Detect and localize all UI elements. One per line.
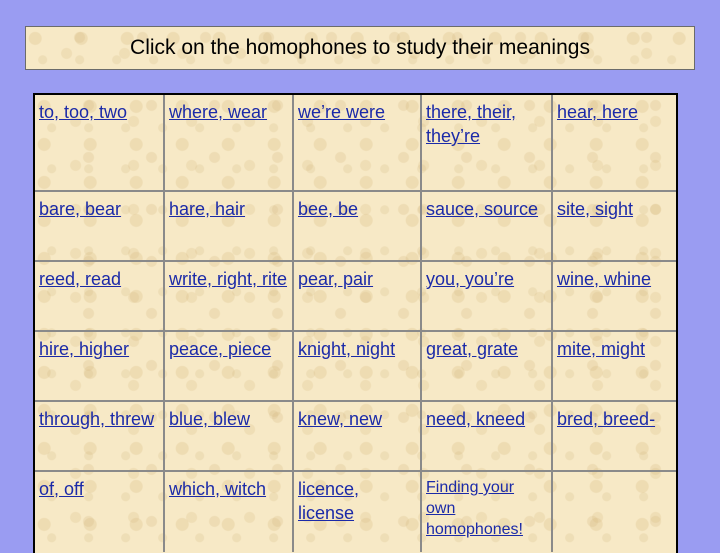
table-cell — [35, 332, 165, 402]
homophone-link-where-wear[interactable]: where, wear — [169, 102, 268, 122]
homophone-link-peace-piece[interactable]: peace, piece — [169, 339, 272, 359]
homophone-link-wine-whine[interactable]: wine, whine — [557, 269, 652, 289]
homophone-link-of-off[interactable]: of, off — [39, 479, 84, 499]
title-banner — [25, 26, 695, 70]
page-title: Click on the homophones to study their meanings — [130, 36, 590, 59]
homophone-link-knew-new[interactable]: knew, new — [298, 409, 383, 429]
homophone-link-pear-pair[interactable]: pear, pair — [298, 269, 374, 289]
empty-cell — [553, 472, 676, 552]
table-cell — [422, 262, 553, 332]
table-cell — [422, 402, 553, 472]
table-cell — [165, 472, 294, 552]
homophone-link-were-were[interactable]: we’re were — [298, 102, 386, 122]
table-cell — [294, 262, 422, 332]
table-cell — [553, 95, 676, 192]
table-cell — [553, 262, 676, 332]
table-cell — [553, 402, 676, 472]
homophone-link-write-right-rite[interactable]: write, right, rite — [169, 269, 288, 289]
homophone-link-licence-license[interactable]: licence, license — [298, 479, 360, 523]
homophone-link-hear-here[interactable]: hear, here — [557, 102, 639, 122]
table-cell — [422, 332, 553, 402]
table-cell — [294, 472, 422, 552]
homophones-table — [33, 93, 678, 553]
homophone-link-which-witch[interactable]: which, witch — [169, 479, 267, 499]
table-cell — [294, 332, 422, 402]
homophone-link-blue-blew[interactable]: blue, blew — [169, 409, 251, 429]
table-cell — [35, 192, 165, 262]
table-cell — [422, 192, 553, 262]
homophone-link-sauce-source[interactable]: sauce, source — [426, 199, 539, 219]
table-cell — [422, 472, 553, 552]
table-cell — [35, 95, 165, 192]
table-cell — [165, 95, 294, 192]
finding-homophones-link[interactable]: Finding your own homophones! — [426, 479, 523, 538]
homophone-link-to-too-two[interactable]: to, too, two — [39, 102, 128, 122]
table-cell — [165, 192, 294, 262]
homophone-link-through-threw[interactable]: through, threw — [39, 409, 155, 429]
homophone-link-mite-might[interactable]: mite, might — [557, 339, 646, 359]
homophone-link-great-grate[interactable]: great, grate — [426, 339, 519, 359]
table-cell — [422, 95, 553, 192]
table-cell — [35, 402, 165, 472]
table-cell — [294, 95, 422, 192]
table-cell — [165, 262, 294, 332]
table-cell — [35, 472, 165, 552]
homophone-link-there-their-theyre[interactable]: there, their, they’re — [426, 102, 517, 146]
homophone-link-site-sight[interactable]: site, sight — [557, 199, 634, 219]
homophone-link-bee-be[interactable]: bee, be — [298, 199, 359, 219]
homophone-link-you-youre[interactable]: you, you’re — [426, 269, 515, 289]
homophone-link-knight-night[interactable]: knight, night — [298, 339, 396, 359]
table-cell — [553, 332, 676, 402]
table-cell — [165, 402, 294, 472]
table-cell — [35, 262, 165, 332]
table-cell — [294, 402, 422, 472]
table-cell — [553, 192, 676, 262]
homophone-link-reed-read[interactable]: reed, read — [39, 269, 122, 289]
homophone-link-hire-higher[interactable]: hire, higher — [39, 339, 130, 359]
table-cell — [165, 332, 294, 402]
homophone-link-bred-breed[interactable]: bred, breed- — [557, 409, 656, 429]
table-cell — [294, 192, 422, 262]
homophone-link-need-kneed[interactable]: need, kneed — [426, 409, 526, 429]
homophone-link-hare-hair[interactable]: hare, hair — [169, 199, 246, 219]
homophone-link-bare-bear[interactable]: bare, bear — [39, 199, 122, 219]
